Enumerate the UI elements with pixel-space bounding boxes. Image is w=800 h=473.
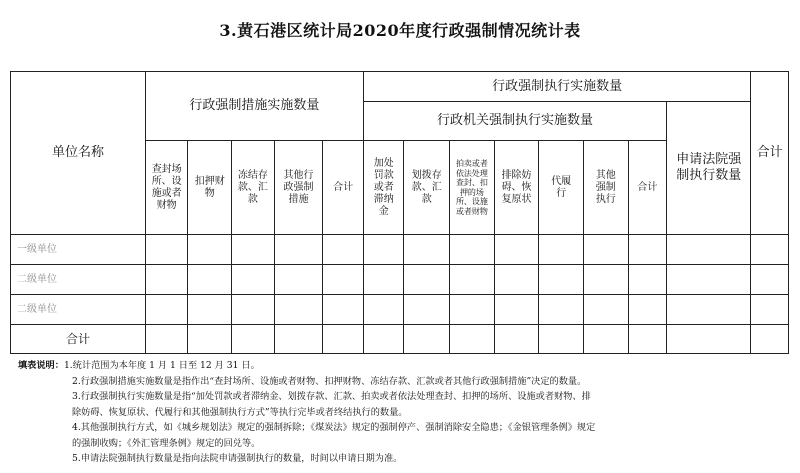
note-line: 1.统计范围为本年度 1 月 1 日至 12 月 31 日。 [63,360,260,371]
col-seal-header: 查封场所、设施或者财物 [145,141,188,235]
total-row [11,325,789,354]
measures-group-header: 行政强制措施实施数量 [145,72,363,141]
note-line: 4.其他强制执行方式，如《城乡规划法》规定的强制拆除；《煤炭法》规定的强制停产、强制消除安全隐患；《金银管理条例》规定 [72,422,596,433]
note-line: 3.行政强制执行实施数量是指“加处罚款或者滞纳金、划拨存款、汇款、拍卖或者依法处理查封、扣押的场所、设施或者财物、排 [72,391,591,402]
col-other-measures-header: 其他行政强制措施 [274,141,323,235]
exec-org-group-header: 行政机关强制执行实施数量 [363,102,666,141]
note-line: 5.申请法院强制执行数量是指向法院申请强制执行的数量，时间以申请日期为准。 [72,453,403,464]
col-other-exec-header: 其他强制执行 [584,141,629,235]
table-row [11,265,789,295]
note-line: 2.行政强制措施实施数量是指作出“查封场所、设施或者财物、扣押财物、冻结存款、汇款或者其他行政强制措施”决定的数量。 [72,375,587,387]
note-line: 除妨碍、恢复原状、代履行和其他强制执行方式”等执行完毕或者终结执行的数量。 [72,406,408,418]
row-label: 一级单位 [11,235,146,265]
row-label: 二级单位 [11,265,146,295]
col-fine-header: 加处罚款或者滞纳金 [363,141,404,235]
col-auction-header: 拍卖或者依法处理查封、扣押的场所、设施或者财物 [450,141,495,235]
col-seize-header: 扣押财物 [188,141,232,235]
table-row [11,295,789,325]
col-freeze-header: 冻结存款、汇款 [232,141,275,235]
col-transfer-header: 划拨存款、汇款 [404,141,450,235]
note-line: 的强制收购；《外汇管理条例》规定的回兑等。 [72,437,261,449]
fill-instructions [18,358,788,467]
col-remove-obstruction-header: 排除妨碍、恢复原状 [494,141,539,235]
total-row-label: 合计 [11,325,146,354]
page-title: 3.黄石港区统计局2020年度行政强制情况统计表 [219,21,581,40]
notes-heading: 填表说明： [18,360,64,371]
row-label: 二级单位 [11,295,146,325]
grand-total-header: 合计 [751,72,789,235]
unit-name-header: 单位名称 [11,72,146,235]
exec-group-header: 行政强制执行实施数量 [363,72,750,102]
court-apply-header: 申请法院强制执行数量 [667,102,751,235]
table-row [11,235,789,265]
col-substitute-header: 代履行 [539,141,584,235]
statistics-table [10,71,789,354]
col-measures-total-header: 合计 [323,141,364,235]
col-exec-total-header: 合计 [628,141,667,235]
